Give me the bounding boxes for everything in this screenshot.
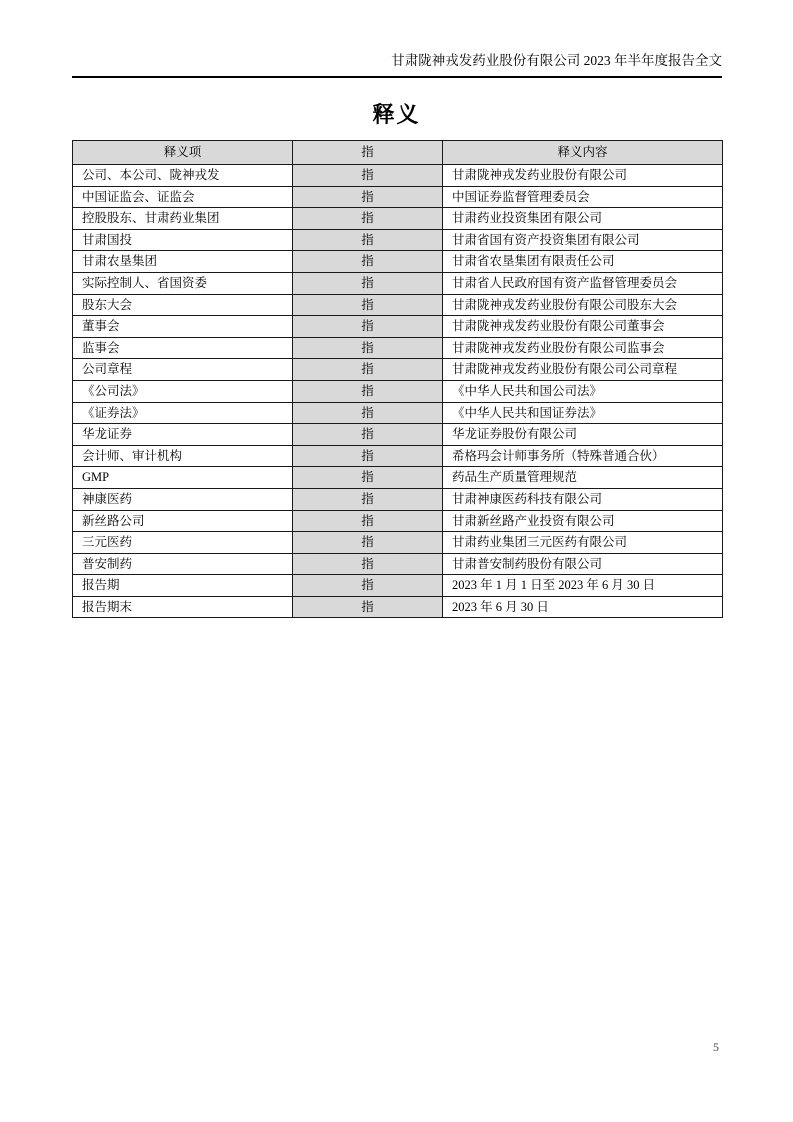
table-row [73,359,723,381]
cell-definition: 药品生产质量管理规范 [443,467,723,489]
cell-term: 公司章程 [73,359,293,381]
cell-term: 甘肃国投 [73,229,293,251]
cell-zhi: 指 [293,380,443,402]
cell-definition: 《中华人民共和国公司法》 [443,380,723,402]
cell-zhi: 指 [293,510,443,532]
cell-zhi: 指 [293,272,443,294]
cell-zhi: 指 [293,575,443,597]
cell-definition: 甘肃陇神戎发药业股份有限公司股东大会 [443,294,723,316]
cell-zhi: 指 [293,424,443,446]
cell-term: 华龙证券 [73,424,293,446]
cell-zhi: 指 [293,186,443,208]
table-header-row [73,141,723,165]
cell-definition: 希格玛会计师事务所（特殊普通合伙） [443,445,723,467]
cell-zhi: 指 [293,251,443,273]
table-row [73,510,723,532]
table-row [73,488,723,510]
cell-zhi: 指 [293,229,443,251]
cell-definition: 甘肃新丝路产业投资有限公司 [443,510,723,532]
cell-term: GMP [73,467,293,489]
cell-definition: 甘肃药业集团三元医药有限公司 [443,532,723,554]
column-header-term: 释义项 [73,141,293,165]
cell-term: 报告期 [73,575,293,597]
cell-term: 董事会 [73,316,293,338]
cell-definition: 华龙证券股份有限公司 [443,424,723,446]
cell-definition: 2023 年 1 月 1 日至 2023 年 6 月 30 日 [443,575,723,597]
cell-zhi: 指 [293,208,443,230]
cell-definition: 甘肃陇神戎发药业股份有限公司监事会 [443,337,723,359]
cell-definition: 《中华人民共和国证券法》 [443,402,723,424]
table-row [73,272,723,294]
definitions-table-body [73,165,723,618]
table-row [73,186,723,208]
cell-zhi: 指 [293,467,443,489]
table-row [73,532,723,554]
cell-zhi: 指 [293,337,443,359]
cell-definition: 甘肃普安制药股份有限公司 [443,553,723,575]
cell-definition: 中国证券监督管理委员会 [443,186,723,208]
cell-term: 报告期末 [73,596,293,618]
cell-term: 股东大会 [73,294,293,316]
cell-term: 实际控制人、省国资委 [73,272,293,294]
cell-zhi: 指 [293,165,443,187]
table-row [73,380,723,402]
cell-definition: 甘肃陇神戎发药业股份有限公司公司章程 [443,359,723,381]
cell-definition: 甘肃陇神戎发药业股份有限公司 [443,165,723,187]
table-row [73,596,723,618]
cell-term: 普安制药 [73,553,293,575]
cell-term: 新丝路公司 [73,510,293,532]
cell-zhi: 指 [293,488,443,510]
cell-term: 会计师、审计机构 [73,445,293,467]
cell-term: 甘肃农垦集团 [73,251,293,273]
cell-zhi: 指 [293,316,443,338]
table-row [73,575,723,597]
page-title: 释义 [372,102,421,127]
cell-term: 公司、本公司、陇神戎发 [73,165,293,187]
cell-term: 三元医药 [73,532,293,554]
table-row [73,424,723,446]
table-row [73,229,723,251]
cell-zhi: 指 [293,294,443,316]
running-header-text: 甘肃陇神戎发药业股份有限公司 2023 年半年度报告全文 [391,53,722,68]
table-row [73,251,723,273]
running-header [72,52,722,78]
column-header-zhi: 指 [293,141,443,165]
table-row [73,553,723,575]
cell-term: 监事会 [73,337,293,359]
cell-definition: 2023 年 6 月 30 日 [443,596,723,618]
definitions-table-header [73,141,723,165]
cell-zhi: 指 [293,553,443,575]
cell-zhi: 指 [293,402,443,424]
table-row [73,445,723,467]
table-row [73,337,723,359]
cell-definition: 甘肃神康医药科技有限公司 [443,488,723,510]
table-row [73,208,723,230]
definitions-table [72,140,723,618]
cell-term: 控股股东、甘肃药业集团 [73,208,293,230]
table-row [73,467,723,489]
table-row [73,402,723,424]
table-row [73,294,723,316]
page-number: 5 [713,1040,719,1054]
cell-zhi: 指 [293,359,443,381]
cell-term: 中国证监会、证监会 [73,186,293,208]
column-header-definition: 释义内容 [443,141,723,165]
cell-definition: 甘肃陇神戎发药业股份有限公司董事会 [443,316,723,338]
table-row [73,316,723,338]
cell-definition: 甘肃药业投资集团有限公司 [443,208,723,230]
cell-zhi: 指 [293,596,443,618]
cell-definition: 甘肃省国有资产投资集团有限公司 [443,229,723,251]
cell-term: 《公司法》 [73,380,293,402]
cell-term: 《证券法》 [73,402,293,424]
cell-zhi: 指 [293,532,443,554]
cell-definition: 甘肃省人民政府国有资产监督管理委员会 [443,272,723,294]
cell-zhi: 指 [293,445,443,467]
cell-definition: 甘肃省农垦集团有限责任公司 [443,251,723,273]
table-row [73,165,723,187]
cell-term: 神康医药 [73,488,293,510]
